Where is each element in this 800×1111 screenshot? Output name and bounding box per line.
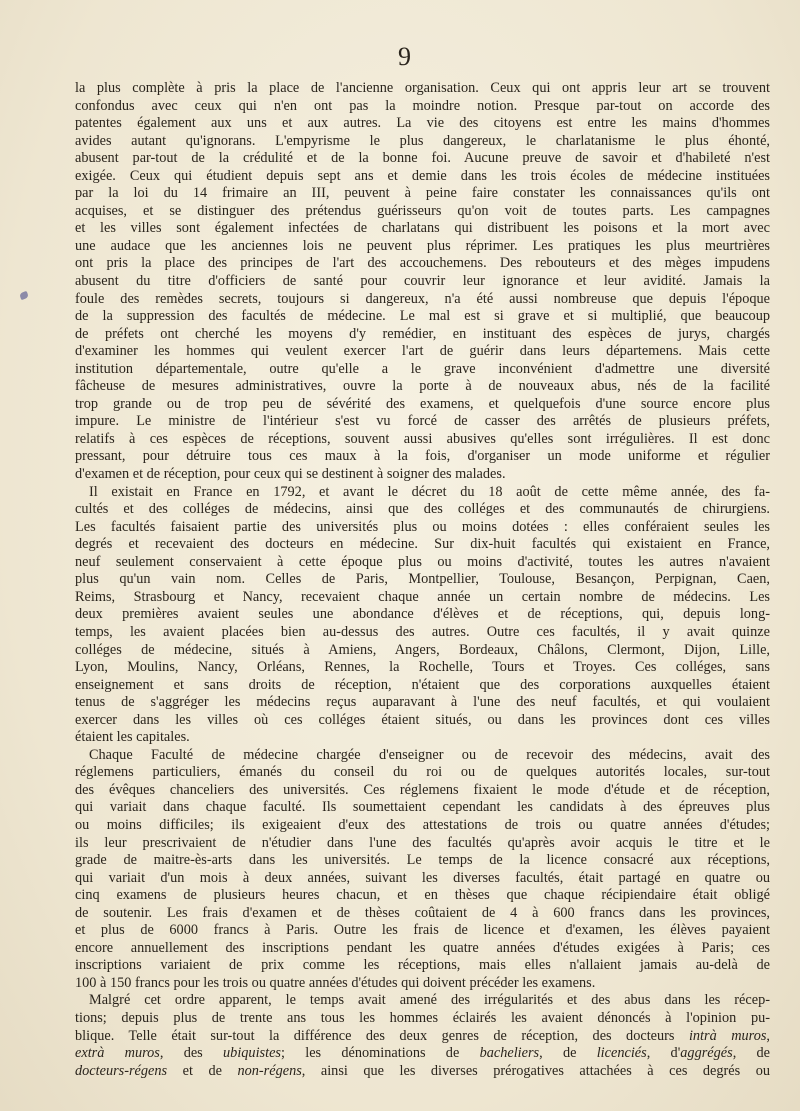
text-line — [75, 431, 770, 449]
text-line — [75, 291, 770, 309]
text-line — [75, 642, 770, 660]
text-line — [75, 1028, 770, 1046]
text-line — [75, 677, 770, 695]
text-line — [75, 168, 770, 186]
italic-term: docteurs-régens — [75, 1062, 168, 1079]
text-line — [75, 98, 770, 116]
text-segment: d'examiner les hommes qui veulent exercer l'art de guérir dans leurs départemens. Mais cette — [75, 343, 770, 360]
text-line — [75, 150, 770, 168]
text-segment: impure. Le ministre de l'intérieur s'est vu forcé de casser des arrêtés de plusieurs préfets, — [75, 413, 770, 430]
text-line — [75, 396, 770, 414]
text-segment: colléges de médecine, situés à Amiens, Angers, Bordeaux, Châlons, Clermont, Dijon, Lille, — [75, 641, 770, 658]
text-line — [75, 413, 770, 431]
text-line — [75, 852, 770, 870]
text-line — [75, 589, 770, 607]
text-segment: relatifs à ces espèces de réceptions, souvent aussi abusives qu'elles sont irrégulières. Il est donc — [75, 430, 770, 447]
italic-term: bacheliers — [479, 1045, 540, 1062]
page-number: 9 — [398, 42, 411, 71]
text-segment: et les villes sont également infectées de charlatans qui distribuent les poisons et la mort avec — [75, 220, 770, 237]
text-segment: étaient les capitales. — [75, 729, 190, 746]
text-line — [75, 782, 770, 800]
text-segment: deux premières avaient seules une abondance d'élèves et de réceptions, qui, depuis long- — [75, 606, 770, 623]
text-segment: des évêques chanceliers des universités. Ces réglemens fixaient le mode d'étude et de réception, — [75, 781, 770, 798]
text-line — [75, 992, 770, 1010]
text-line — [75, 940, 770, 958]
text-line — [75, 448, 770, 466]
text-segment: confondus avec ceux qui n'en ont pas la moindre notion. Presque par-tout on accorde des — [75, 97, 770, 114]
text-line — [75, 922, 770, 940]
text-segment: , de — [732, 1045, 770, 1062]
italic-term: licenciés — [596, 1045, 647, 1062]
text-line — [75, 764, 770, 782]
text-line — [75, 466, 770, 484]
body-text — [75, 80, 770, 1080]
text-segment: par la loi du 14 frimaire an III, peuvent à peine faire constater les connaissances qu'ils ont — [75, 185, 770, 202]
margin-ink-mark — [19, 291, 29, 300]
text-segment: 100 à 150 francs pour les trois ou quatre années d'études qui doivent précéder les examens. — [75, 974, 596, 991]
text-segment: de préfets ont cherché les moyens d'y remédier, en instituant des espèces de jurys, chargés — [75, 325, 770, 342]
text-line — [75, 220, 770, 238]
text-segment: Les facultés faisaient partie des universités plus ou moins dotées : elles conféraient seules les — [75, 518, 770, 535]
text-line — [75, 1063, 770, 1081]
text-line — [75, 694, 770, 712]
text-line — [75, 238, 770, 256]
text-segment: d'examen et de réception, pour ceux qui se destinent à soigner des malades. — [75, 466, 506, 483]
text-segment: qui variait d'un mois à deux années, suivant les diverses facultés, était partagé en quatre ou — [75, 869, 770, 886]
text-line — [75, 712, 770, 730]
text-line — [75, 817, 770, 835]
text-line — [75, 1010, 770, 1028]
text-line — [75, 185, 770, 203]
text-line — [75, 905, 770, 923]
text-line — [75, 606, 770, 624]
text-segment: qui variait dans chaque faculté. Ils soumettaient cependant les candidats à des épreuves plus — [75, 799, 770, 816]
text-line — [75, 378, 770, 396]
text-line — [75, 747, 770, 765]
text-line — [75, 957, 770, 975]
text-line — [75, 887, 770, 905]
text-segment: cinq examens de plusieurs heures chacun, et en thèses que chaque récipiendaire était obligé — [75, 887, 770, 904]
text-segment: encore annuellement des inscriptions pendant les quatre années d'études exigées à Paris; ces — [75, 939, 770, 956]
text-segment: foule des remèdes secrets, toujours si dangereux, n'a été aussi nombreuse que depuis l'époque — [75, 290, 770, 307]
text-line — [75, 1045, 770, 1063]
text-line — [75, 554, 770, 572]
text-segment: exigée. Ceux qui étudient depuis sept ans et demie dans les trois écoles de médecine instituées — [75, 167, 770, 184]
italic-term: non-régens — [237, 1062, 302, 1079]
text-line — [75, 571, 770, 589]
italic-term: aggrégés — [680, 1045, 733, 1062]
italic-term: extrà muros — [75, 1045, 160, 1062]
italic-term: intrà muros — [688, 1027, 767, 1044]
text-segment: abusent du titre d'officiers de santé pour couvrir leur ignorance et leur avidité. Jamais la — [75, 273, 770, 290]
text-line — [75, 799, 770, 817]
text-line — [75, 115, 770, 133]
text-segment: de soutenir. Les frais d'examen et de thèses coûtaient de 4 à 600 francs dans les provinces, — [75, 904, 770, 921]
text-line — [75, 484, 770, 502]
text-segment: temps, les avaient placées bien au-dessus des autres. Outre ces facultés, il y avait quinze — [75, 623, 770, 640]
text-segment: la plus complète à pris la place de l'ancienne organisation. Ceux qui ont appris leur art se trouvent — [75, 80, 770, 96]
text-segment: fâcheuse de mesures administratives, ouvre la porte à de nouveaux abus, nés de la facilité — [75, 378, 770, 395]
text-line — [75, 624, 770, 642]
text-segment: ; les dénominations de — [281, 1045, 480, 1062]
text-segment: inscriptions variaient de prix comme les réceptions, mais elles n'allaient jamais au-delà de — [75, 957, 770, 974]
text-line — [75, 519, 770, 537]
text-segment: , de — [539, 1045, 597, 1062]
text-segment: Chaque Faculté de médecine chargée d'enseigner ou de recevoir des médecins, avait des — [89, 746, 770, 763]
text-segment: institution départementale, outre qu'elle a le grave inconvénient d'admettre une diversité — [75, 360, 770, 377]
italic-term: ubiquistes — [223, 1045, 281, 1062]
text-segment: acquises, et se distinguer des prétendus guérisseurs qu'on voit de toutes parts. Les campagnes — [75, 202, 770, 219]
text-segment: avides autant qu'ignorans. L'empyrisme le plus dangereux, le charlatanisme le plus éhonté, — [75, 132, 770, 149]
text-line — [75, 133, 770, 151]
text-line — [75, 501, 770, 519]
text-segment: Malgré cet ordre apparent, le temps avait amené des irrégularités et des abus dans les récep- — [89, 992, 770, 1009]
text-line — [75, 975, 770, 993]
text-line — [75, 308, 770, 326]
text-line — [75, 835, 770, 853]
text-line — [75, 343, 770, 361]
text-line — [75, 80, 770, 98]
text-segment: patentes également aux uns et aux autres. La vie des citoyens est entre les mains d'hommes — [75, 115, 770, 132]
text-segment: , — [766, 1027, 770, 1044]
text-segment: cultés et des colléges de médecins, ainsi que des colléges et des communautés de chirurgiens. — [75, 501, 770, 518]
text-segment: , ainsi que les diverses prérogatives attachées à ces degrés ou — [301, 1062, 770, 1079]
text-segment: Il existait en France en 1792, et avant le décret du 18 août de cette même année, des fa- — [89, 483, 770, 500]
text-line — [75, 870, 770, 888]
text-segment: abusent par-tout de la crédulité et de la bonne foi. Aucune preuve de savoir et d'habileté n'est — [75, 150, 770, 167]
text-line — [75, 326, 770, 344]
text-segment: de la suppression des facultés de médecine. Le mal est si grave et si multiplié, que beaucoup — [75, 308, 770, 325]
text-segment: grade de maitre-ès-arts dans les universités. Le temps de la licence consacré aux réceptions, — [75, 852, 770, 869]
text-line — [75, 203, 770, 221]
text-segment: et plus de 6000 francs à Paris. Outre les frais de licence et d'examen, les élèves payaient — [75, 922, 770, 939]
text-segment: , des — [159, 1045, 224, 1062]
text-line — [75, 361, 770, 379]
text-segment: ou moins difficiles; ils exigeaient d'eux des attestations de trois ou quatre années d'études; — [75, 816, 770, 833]
text-segment: , d' — [646, 1045, 681, 1062]
text-segment: degrés et recevaient des docteurs en médecine. Sur dix-huit facultés qui existaient en France, — [75, 536, 770, 553]
text-segment: pressant, pour détruire tous ces maux à la fois, d'organiser un mode uniforme et régulier — [75, 448, 770, 465]
text-line — [75, 536, 770, 554]
text-segment: Lyon, Moulins, Nancy, Orléans, Rennes, la Rochelle, Tours et Troyes. Ces colléges, sans — [75, 659, 770, 676]
text-segment: Reims, Strasbourg et Nancy, recevaient chaque année un certain nombre de médecins. Les — [75, 588, 770, 605]
text-segment: neuf seulement conservaient à cette époque plus ou moins d'activité, toutes les autres n'avaient — [75, 553, 770, 570]
text-segment: tions; depuis plus de trente ans tous les hommes éclairés les avaient dénoncés à l'opinion pu- — [75, 1009, 770, 1026]
text-segment: trop grande ou de trop peu de sévérité des examens, et quelquefois d'une source encore plus — [75, 395, 770, 412]
text-segment: et de — [167, 1062, 238, 1079]
text-line — [75, 273, 770, 291]
text-segment: ils leur prescrivaient de n'étudier dans l'une des facultés qu'après avoir acquis le titre et le — [75, 834, 770, 851]
text-segment: exercer dans les villes où ces colléges étaient situés, ou dans les provinces dont ces villes — [75, 711, 770, 728]
text-line — [75, 255, 770, 273]
text-segment: enseignement et sans droits de réception, n'étaient que des corporations auxquelles étaient — [75, 676, 770, 693]
text-segment: une audace que les anciennes lois ne peuvent plus réprimer. Les pratiques les plus meurtrières — [75, 237, 770, 254]
text-segment: ont pris la place des principes de l'art des accouchemens. Des rebouteurs et des mèges impudens — [75, 255, 770, 272]
text-line — [75, 659, 770, 677]
text-segment: réglemens particuliers, émanés du conseil du roi ou de quelques autorités locales, sur-tout — [75, 764, 770, 781]
text-segment: blique. Telle était sur-tout la différence des deux genres de réception, des docteurs — [75, 1027, 689, 1044]
text-segment: tenus de s'aggréger les médecins reçus auparavant à l'une des neuf facultés, et qui voulaient — [75, 694, 770, 711]
text-segment: plus qu'un vain nom. Celles de Paris, Montpellier, Toulouse, Besançon, Perpignan, Caen, — [75, 571, 770, 588]
text-line — [75, 729, 770, 747]
